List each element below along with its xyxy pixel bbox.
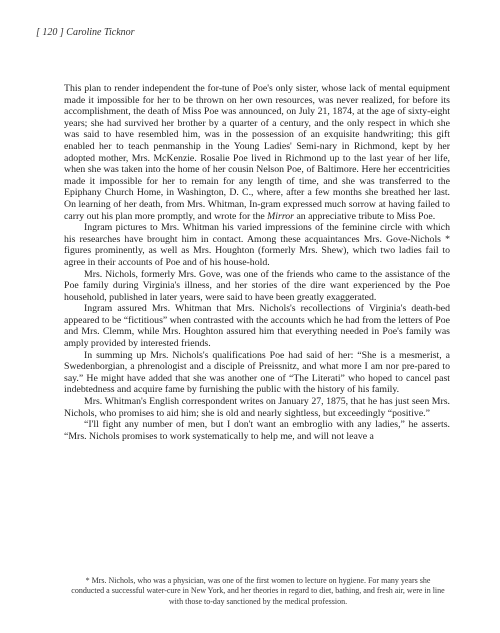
paragraph-1-text-b: an appreciative tribute to Miss Poe. (294, 210, 436, 222)
paragraph-3: Mrs. Nichols, formerly Mrs. Gove, was one of the friends who came to the assistance of the Poe family during Virginia's illness, and her stories of the dire want experienced by the Poe household, published in later years, were said to have been greatly exaggerated. (64, 268, 450, 303)
main-text (64, 83, 450, 442)
paragraph-7: “I'll fight any number of men, but I don't want an embroglio with any ladies,” he asserts. “Mrs. Nichols promises to work systematically to help me, and will not leave a (64, 419, 450, 442)
mirror-title: Mirror (267, 210, 294, 222)
footnote-divider (64, 565, 450, 566)
paragraph-2: Ingram pictures to Mrs. Whitman his varied impressions of the feminine circle with which his researches have brought him in contact. Among these acquaintances Mrs. Gove-Nichols * figures prominently, as well as Mrs. Houghton (formerly Mrs. Shew), which two ladies fail to agree in their accounts of Poe and of his house-hold. (64, 222, 450, 268)
running-head: [ 120 ] Caroline Ticknor (36, 27, 135, 38)
paragraph-1-text-a: This plan to render independent the for-tune of Poe's only sister, whose lack of mental equipment made it impossible for her to be thrown on her own resources, was never realized, for before its accomplishment, the death of Miss Poe was announced, on July 21, 1874, at the age of sixty-eight years; she had survived her brother by a quarter of a century, and the only respect in which she was said to have resembled him, was in the possession of an exquisite handwriting; this gift enabled her to teach penmanship in the Young Ladies' Semi-nary in Richmond, kept by her adopted mother, Mrs. McKenzie. Rosalie Poe lived in Richmond up to the last year of her life, when she was taken into the home of her cousin Nelson Poe, of Baltimore. Here her eccentricities made it impossible for her to remain for any length of time, and she was transferred to the Epiphany Church Home, in Washington, D. C., where, after a few months she breathed her last. On learning of her death, from Mrs. Whitman, In-gram expressed much sorrow at having failed to carry out his plan more promptly, and wrote for the (64, 83, 450, 222)
paragraph-1 (64, 83, 450, 222)
footnote: * Mrs. Nichols, who was a physician, was one of the first women to lecture on hygiene. For many years she conducted a successful water-cure in New York, and her theories in regard to diet, bathing, and fresh air, were in line with those to-day sanctioned by the medical profession. (71, 576, 445, 606)
paragraph-5: In summing up Mrs. Nichols's qualifications Poe had said of her: “She is a mesmerist, a Swedenborgian, a phrenologist and a disciple of Preissnitz, and what more I am nor pre-pared to say.” He might have added that she was another one of “The Literati” who hoped to cancel past indebtedness and acquire fame by furnishing the public with the history of his family. (64, 349, 450, 396)
paragraph-6: Mrs. Whitman's English correspondent writes on January 27, 1875, that he has just seen Mrs. Nichols, who promises to aid him; she is old and nearly sightless, but exceedingly “positive.” (64, 396, 450, 419)
paragraph-4: Ingram assured Mrs. Whitman that Mrs. Nichols's recollections of Virginia's death-bed appeared to be “fictitious” when contrasted with the accounts which he had from the letters of Poe and Mrs. Clemm, while Mrs. Houghton assured him that everything needed in Poe's family was amply provided by interested friends. (64, 303, 450, 350)
